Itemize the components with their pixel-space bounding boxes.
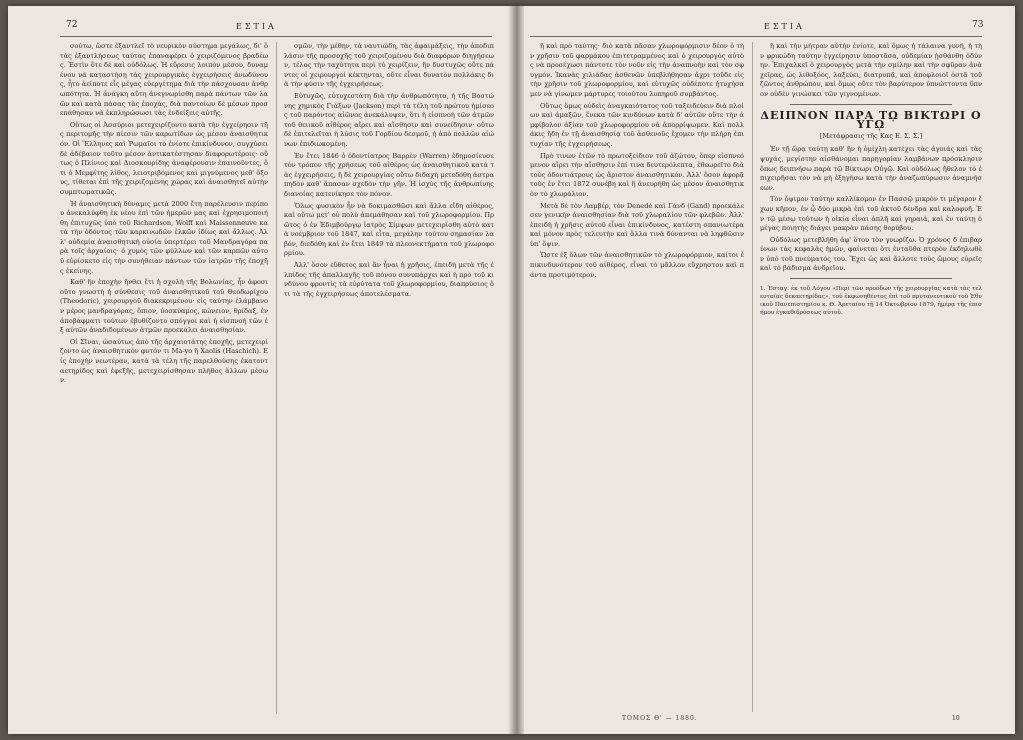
paragraph: ἢ καὶ πρὸ ταύτης· διὸ κατὰ πᾶσαν χλωροφόρμισιν δέον ὁ τὴν χρῆσιν τοῦ φαρμάκου ἐπιτετραμμένος καὶ ὁ χειρουργὸς αὐτὸς νὰ προσέχωσι πάντοτε τὸν νοῦν εἰς τὴν ἀναπνοὴν καὶ τὸν σφυγμόν. Ἱκανὰς χιλιάδας ἀσθενῶν ὑπεβλήθησαν ἄχρι τοῦδε εἰς τὴν χρῆσιν τοῦ χλωροφορμίου, καὶ εὐτυχῶς οὐδέποτε ἠτυχήσαμεν νὰ γίνωμεν μάρτυρες τοιούτου λυπηροῦ συμβάντος. [530,42,744,98]
section-rule [790,104,952,105]
paragraph: Πρὸ τινων ἐτῶν τὸ πρωτοξείδιον τοῦ ἀζώτου, ὅπερ εἰσπνεόμενον αἴρει τὴν αἴσθησιν ἐπί τινα δευτερόλεπτα, ἐθεωρεῖτο διὰ τοὺς ὀδοντιάτρους ὡς ἄριστον ἀναισθητικόν. Ἀλλ' ὅσον ἀφορᾷ τοὺς ἐν ἔτει 1872 συνέβη καὶ ἢ ἀνευρήθη ὡς μέσον ἀναισθητικὸν τὸ χλωράλιον. [530,151,744,198]
running-head: ΕΣΤΙΑ [764,22,805,31]
header-rule [530,36,982,37]
paragraph: σούτω, ὥστε ἐξαντλεῖ τὸ νευρικὸν σύστημα μεγάλως, δι' ὃ τὰς ἐξαντλήσεως ταύτας ἐπαναφέρει ὁ χειριζόμενος βραδέως. Ἐστὶν ὅτε δὲ καὶ οὐδόλως. Ἡ εὕρεσις λοιπὸν μέσου, δυναμένου νὰ καταστήσῃ τὰς χειρουργικὰς ἐγχειρήσεις ἀνωδύνους, ἦτο ἀείποτε εἷς μέγας εὐεργέτημα διὰ τὴν πάσχουσαν ἀνθρωπότητα. Ἡ ἀνάγκη αὕτη ἀνεγνωρίσθη παρὰ πάντων τῶν λαῶν καὶ κατὰ πάσας τὰς ἐποχάς, διὰ παντοίων δὲ μέσων προσεπάθησαν νὰ ἐκπληρώσωσι τὰς ἐνδείξεις αὐτῆς. [60,42,268,118]
paragraph: Οὕτως ὅμως οὐδεὶς ἀναγκαιότατος τοῦ ταξειδεύειν διὰ πλοίων καὶ ἁμαξῶν, ἕνεκα τῶν κινδύνων κατὰ δ' αὐτῶν οὔτε τὴν ἀμφίβολον ἀξίαν τοῦ χλωροφορμίου νὰ ἀπορρίψωμεν. Καὶ πολλάκις ἤδη ἐν τῇ ἀναισθησίᾳ τοῦ ἀσθενοῦς ἔχομεν τὴν πλήρη ἐπιτυχίαν τῆς ἐγχειρήσεως. [530,101,744,148]
header-rule [60,36,492,37]
paragraph: σμῶν, τὴν μέθην, τὰ ναυτιώδη, τὰς ἀφαιμάξεις, τὴν ἀποδιπλάσιν τῆς προσοχῆς τοῦ χειριζομένου διὰ διαφόρων διηγήσεων, τέλος τὴν ταχύτητα περὶ τὸ χειρίζειν, ἣν δυστυχῶς οὔτε πάντες οἱ χειρουργοὶ κέκτηνται, οὔτε εἶναι δυνατὸν πολλάκις διὰ τὴν φύσιν τῆς ἐγχειρήσεως. [284,42,494,89]
text-column-1 [60,42,268,714]
volume-footer: ΤΟΜΟΣ Θ' — 1880. [622,715,698,722]
paragraph: Ὅλως φυσικὸν ἦν νὰ δοκιμασθῶσι καὶ ἄλλα εἴδη αἰθέρος, καὶ οὕτω μετ' οὐ πολὺ ἀπεμάθησαν καὶ τοῦ χλωροφορμίου. Πρῶτος ὁ ἐν Ἐδιμβούργῳ ἰατρὸς Σίμψων μετεχειρίσθη αὐτὸ κατὰ νοέμβριον τοῦ 1847, καὶ εἶτα, μεγάλην τούτου σημασίαν λαβόν, διεδόθη καὶ ἐν ἔτει 1849 τὰ πλεονεκτήματα τοῦ χλωροφορμίου. [284,201,494,258]
page-number: 73 [972,20,984,30]
left-page [8,6,508,734]
right-page [524,6,1015,734]
feature-body [760,145,982,274]
paragraph: ἢ καὶ τὴν μήτραν αὐτὴν ἐνίοτε, καὶ ὅμως ἡ τάλαινα γυνή, ἡ τὴν φρικώδη ταύτην ἐγχείρησιν ὑποστᾶσα, οὐδεμίαν ᾐσθάνθη ὀδύνην. Ἐπιχαλκεῖ ὁ χειρουργὸς μετὰ τὴν σμίλην καὶ τὴν σφῦραν ἀνὰ χεῖρας, ὡς λιθοξόος, λαξεύει, διατρυπᾷ, καὶ ἀποφλοιοῖ ὀστᾶ τοῦ ζῶντος ἀνθρώπου, καὶ ὅμως οὔτε τὸν βαρύτερον ὑπνώττοντα ὕπνον οὐδὲν γινώσκει τῶν γιγνομένων. [760,42,982,98]
footnote: 1. Ἐσταγ. ἐκ τοῦ Λόγου «Περὶ τῶν προόδων τῆς χειρουργίας κατὰ τὰς τελευταίας δεκαετηρίδας», τοῦ ἐκφωνηθέντος ἐπὶ τοῦ πρυτανευτικοῦ τοῦ Ἐθνικοῦ Πανεπιστημίου κ. Θ. Ἀρεταίου τῇ 14 Ὀκτωβρίου 1879, ἡμέρᾳ τῆς ἐπισήμου ἐγκαθιδρύσεως αὐτοῦ. [760,286,982,317]
running-head: ΕΣΤΙΑ [236,22,277,31]
paragraph: Οἱ Σῖναι, ὡσαύτως ἀπὸ τῆς ἀρχαιοτάτης ἐποχῆς, μετεχειρίζοντο ὡς ἀναισθητικὸν φυτόν τι Ma-yo ἢ Xaolis (Haschich). Εἰς ἐποχὴν νεωτέραν, κατὰ τὰ τέλη τῆς παρελθούσης ἑκατονταετηρίδος καὶ ἐφεξῆς, μετεχειρίσθησαν πλήθος ἄλλων μέσων. [60,337,268,385]
paragraph: Τὸν ὄψιμον ταύτην καλλίκομον ἐν Πασσῷ μικρὸν τι μέγαρον ἔχων κῆπον, ἐν ᾧ δύο μικρὰ ἐπὶ τοῦ ἀκτοῦ δένδρα καὶ καλοφυῆ. Ἐν τῷ μέσῳ τούτων ἡ οἰκία εἶναι ἁπλῆ καὶ γηραιά, καὶ ἐν ταύτῃ ὁ μέγας ποιητὴς διάγει μακρὰν πάσης θορύβου. [760,195,982,233]
text-column-1 [530,42,744,660]
article-continuation [760,42,982,100]
paragraph: Οὕτως οἱ Ἀσσύριοι μετεχειρίζοντο κατὰ τὴν ἐγχείρησιν τῆς περιτομῆς τὴν πίεσιν τῶν καρωτίδων ὡς μέσον ἀναισθητικόν. Οἱ Ἕλληνες καὶ Ῥωμαῖοι τὸ ἐνίοτε ἐπικίνδυνον, συγχύσει δὲ ἀδέβαιον τοῦτο μέσον ἀντικατέστησαν διαφορωτέροις· οὕτως ὁ Πλίνιος καὶ Διοσκουρίδης ἀναφέρουσιν ἐπαινοῦντες, ὅτι ὁ Μεμφίτης λίθος, λειοτριβόμενος καὶ μιγνύμενος μεθ' ὄξους, τίθεται ἐπὶ τῆς χειριζομένης χώρας καὶ ἀναισθητεῖ αὐτὴν συμπτωματικῶς. [60,120,268,196]
paragraph: Ἐν τῇ ὥρᾳ ταύτῃ καθ' ἣν ἡ ὀμίχλη κατέχει τὰς ἀγυιάς καὶ τὰς ψυχάς, μεγίστην αἰσθάνομαι παρηγορίαν λαμβάνων πρόσκλησιν ὅπως δειπνήσω παρὰ τῷ Βίκτωρι Οὐγῷ. Καὶ οὐδόλως ἤθελον τὸ ἐπιχειρῆσαι τὸν νὰ μὴ ἐξηγήσω κατὰ τὴν ἀναζωπύρωσιν ἀναμνήσεων. [760,145,982,192]
paragraph: Ἐν ἔτει 1846 ὁ ὀδοντίατρος Βαρρὲν (Warren) ἐδημοσίευσε τὸν τρόπον τῆς χρήσεως τοῦ αἰθέρος ὡς ἀναισθητικοῦ κατὰ τὰς ἐγχειρήσεις, ἢ δὲ χειρουργίας οὕτω διδαχὴ μετεδόθη ἀστραπηδὸν καθ' ἅπασαν σχεδὸν τὴν γῆν. Ἡ ἰσχὺς τῆς ἀνθρωπίνης διανοίας κατενίκησε τὸν πόνον. [284,151,494,198]
page-number: 72 [66,20,78,30]
feature-title: ΔΕΙΠΝΟΝ ΠΑΡΑ Τῼ ΒΙΚΤΩΡΙ ΟΥΓῼ [760,108,982,132]
paragraph: Μετὰ δὲ τὸν Λαμβέρ, τὸν Denedé καὶ Γάνδ (Gand) προεκάλεσεν γενικὴν ἀναισθησίαν διὰ τοῦ χλωραλίου τῶν φλεβῶν. Ἀλλ' ἐπειδὴ ἡ χρῆσις αὐτοῦ εἶναι ἐπικίνδυνος, κατέστη σπανιωτέρα καὶ μόνον πρὸς τελευτὴν καὶ ἄλλα τινὰ δύνανται νὰ ληφθῶσιν ὑπ' ὄψιν. [530,201,744,248]
text-column-2 [760,42,982,712]
signature-mark: 10 [952,715,960,722]
footnote-rule [790,278,952,279]
feature-heading [760,108,982,142]
paragraph: Ἀλλ' ὅσον εὔθετος καὶ ἂν ἦναι ἡ χρῆσις, ἐπειδὴ μετὰ τῆς ἐλπίδος τῆς ἀπαλλαγῆς τοῦ πόνου συνυπάρχει καὶ ἡ πρὸ τοῦ κινδύνου φροντὶς τὰ εὐρύτατα τοῦ χλωροφορμίου, διαπρύσιος ὅτι τὰ τῆς ἐγχειρήσεως ἀποτελέσματα. [284,261,494,298]
paragraph: Οὐδόλως μετεβλήθη ἀφ' ὅτου τὸν γνωρίζω. Ὁ χρόνος δ ἐπιβαρύνων τὰς κεφαλὰς ἡμῶν, φαίνεται ὅτι ἐνταῦθα πτερὸν ἐκδηλωθὲν ὑπὸ τοῦ πνεύματός του. Ἔχει ὡς καὶ ἄλλοτε τοὺς ὤμους εὐρεῖς καὶ τὸ βάδισμα ἀνδρεῖον. [760,235,982,273]
paragraph: Εὐτυχῶς, εὐτυχεστάτη διὰ τὴν ἀνθρωπότητα, ἡ τῆς Βοστώνης χημικὸς Γιάξων (Jackson) περὶ τὰ τέλη τοῦ πρώτου ἡμίσεος τοῦ παρόντος αἰῶνος ἀνεκάλυψεν, ὅτι ἡ εἰσπνοὴ τῶν ἀτμῶν τοῦ θειικοῦ αἰθέρος αἴρει καὶ αἴσθησιν καὶ συνείδησιν· οὕτω δὲ ἐπιτελεῖται ἡ λύσις τοῦ Γορδίου δεσμοῦ, ἡ ἀπὸ πολλῶν αἰώνων ἐπιδιωκομένη. [284,91,494,148]
paragraph: Καθ' ἣν ἐποχὴν ἤνθει ἔτι ἡ σχολὴ τῆς Βολωνίας, ἦν ἀφοσιοῦτο γνωστὴ ἡ σύνθεσις τοῦ ἀναισθητικοῦ τοῦ Θεοδωρίχου (Theodoric), χειρουργοῦ διακεκριμένου· εἰς ταύτην ἐλάμβανον μέρος μανδραγόρας, ὄπιον, ὑοσκύαμος, κώνειον, θρίδαξ, ἐν ἀποβάφματι τούτων ἐβυθίζοντο σπόγγοι καὶ ἡ εἰσπνοὴ τῶν ἐξ αὐτῶν ἀναδιδομένων ἀτμῶν προεκάλει ἀναισθησίαν. [60,278,268,335]
paragraph: Ἡ ἀναισθητικὴ δύναμις μετὰ 2000 ἔτη παρέλευσιν περίπου ἀνεκαλύφθη ἐκ νέου ἐπὶ τῶν ἡμερῶν μας καὶ ἐχρησιμοποιήθη ἐπιτυχῶς ὑπὸ τοῦ Richardson, Wolff καὶ Maissonneuve κατὰ τὴν ὀδόντος τῶν καρκινωδῶν ἑλκῶν ἰδίως καὶ ἄλλως. Ἀλλ' οὐδεμία ἀναισθητικὴ οὐσία ὑπερτέρει τοῦ Μανδραγόρα παρὰ τοῖς ἀρχαίοις· ὁ χυμὸς τῶν φύλλων καὶ τῶν καρπῶν αὐτοῦ εὑρίσκετο εἰς τὴν συνήθειαν πάντων τῶν ἰατρῶν τῆς ἐποχῆς ἐκείνης. [60,199,268,275]
paragraph: Ὥστε ἐξ ὅλων τῶν ἀναισθητικῶν τὸ χλωροφόρμιον, καίτοι ἐπικινδυνότερον τοῦ αἰθέρος, εἶναι τὸ μᾶλλον εὔχρηστον καὶ πάντα προτιμότερον. [530,251,744,279]
feature-byline: [Μετάφρασις τῆς Κας Ε. Σ. Σ.] [819,131,923,140]
open-book [8,6,1015,734]
column-divider [276,42,277,714]
column-divider [752,42,753,712]
text-column-2 [284,42,494,714]
book-gutter [508,6,524,734]
